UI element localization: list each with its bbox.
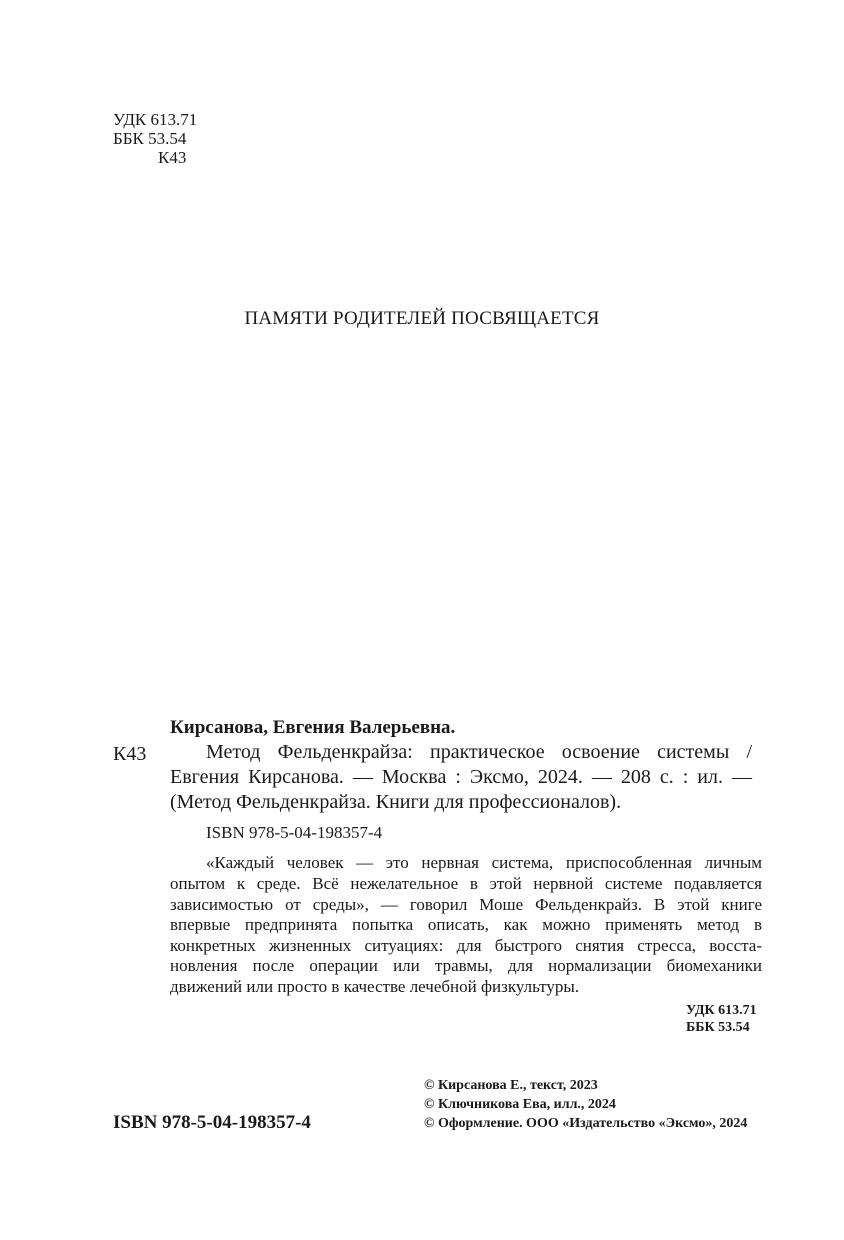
record-isbn: ISBN 978-5-04-198357-4 (206, 823, 383, 842)
copyright-line: © Оформление. ООО «Издательство «Эксмо», 2024 (424, 1116, 748, 1131)
annotation-line: конкретных жизненных ситуациях: для быстрого снятия стресса, восста- (170, 936, 762, 955)
record-title-line: Метод Фельденкрайза: практическое освоение системы / (206, 741, 752, 763)
annotation-line: впервые предпринята попытка описать, как можно применять метод в (170, 915, 762, 934)
record-author-code: К43 (113, 743, 147, 765)
bbk-bottom: ББК 53.54 (686, 1020, 750, 1035)
annotation-line: зависимостью от среды», — говорил Моше Фельденкрайз. В этой книге (170, 895, 762, 914)
bbk-top: ББК 53.54 (113, 129, 187, 148)
record-title-line: Евгения Кирсанова. — Москва : Эксмо, 2024. — 208 с. : ил. — (170, 766, 752, 788)
udk-top: УДК 613.71 (113, 110, 198, 129)
copyright-line: © Кирсанова Е., текст, 2023 (424, 1078, 598, 1093)
dedication: ПАМЯТИ РОДИТЕЛЕЙ ПОСВЯЩАЕТСЯ (244, 308, 600, 329)
isbn-bottom: ISBN 978-5-04-198357-4 (113, 1112, 311, 1133)
annotation-line: опытом к среде. Всё нежелательное в этой нервной системе подавляется (170, 874, 762, 893)
annotation-line: «Каждый человек — это нервная система, приспособленная личным (206, 853, 762, 872)
record-title-line: (Метод Фельденкрайза. Книги для профессионалов). (170, 791, 622, 813)
udk-bottom: УДК 613.71 (686, 1003, 757, 1018)
annotation-line: новления после операции или травмы, для нормализации биомеханики (170, 956, 762, 975)
copyright-line: © Ключникова Ева, илл., 2024 (424, 1097, 616, 1112)
author-code-top: К43 (158, 148, 187, 167)
annotation-line: движений или просто в качестве лечебной физкультуры. (170, 977, 580, 996)
record-author: Кирсанова, Евгения Валерьевна. (170, 717, 456, 738)
